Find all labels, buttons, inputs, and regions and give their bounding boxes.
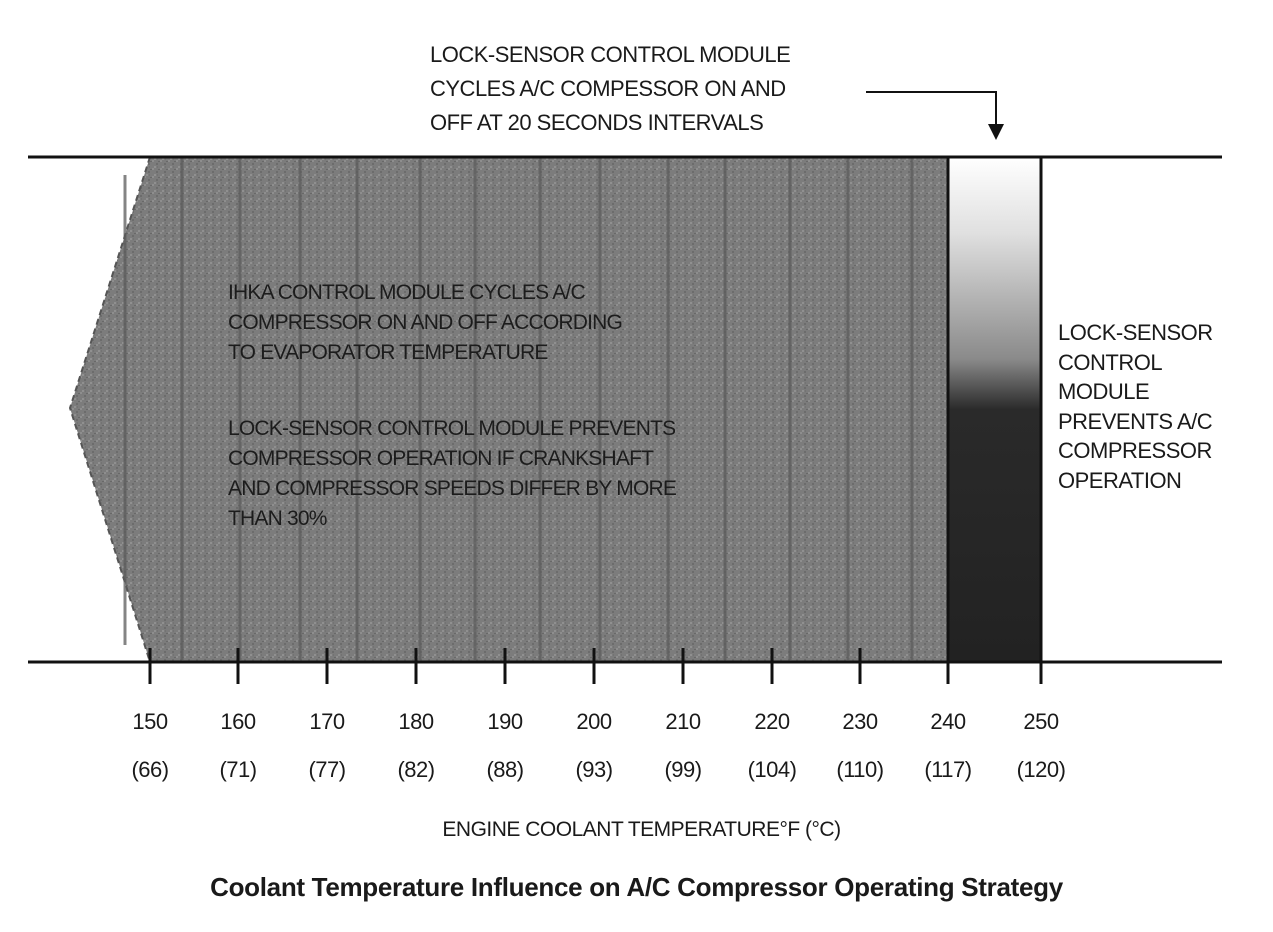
- tick-label-f: 150: [132, 709, 168, 734]
- tick-label-c: (104): [747, 757, 797, 782]
- callout-leader-line: [866, 92, 996, 128]
- tick-label-f: 210: [665, 709, 701, 734]
- tick-label-f: 240: [930, 709, 966, 734]
- callout-arrowhead: [988, 124, 1004, 140]
- tick-label-c: (88): [486, 757, 524, 782]
- side-note-line: CONTROL: [1058, 349, 1163, 375]
- compressor-cycling-region: [70, 157, 948, 662]
- region-text-line: THAN 30%: [228, 507, 327, 530]
- region-text-line: IHKA CONTROL MODULE CYCLES A/C: [228, 281, 585, 304]
- tick-label-c: (66): [131, 757, 169, 782]
- ihka-cycling-text: [228, 278, 828, 368]
- lock-sensor-prevent-text: [228, 414, 828, 534]
- side-note-line: OPERATION: [1058, 467, 1182, 493]
- tick-label-c: (99): [664, 757, 702, 782]
- region-text-line: COMPRESSOR OPERATION IF CRANKSHAFT: [228, 447, 654, 470]
- tick-label-f: 220: [754, 709, 790, 734]
- tick-label-c: (120): [1016, 757, 1066, 782]
- callout-line: CYCLES A/C COMPESSOR ON AND: [430, 76, 786, 101]
- callout-line: OFF AT 20 SECONDS INTERVALS: [430, 110, 764, 135]
- tick-label-f: 190: [487, 709, 523, 734]
- tick-label-f: 230: [842, 709, 878, 734]
- figure-caption: Coolant Temperature Influence on A/C Compressor Operating Strategy: [210, 872, 1063, 902]
- side-note-line: COMPRESSOR: [1058, 438, 1212, 463]
- side-note-line: LOCK-SENSOR: [1058, 320, 1213, 345]
- tick-label-f: 160: [220, 709, 256, 734]
- tick-label-c: (117): [924, 757, 972, 782]
- tick-label-f: 180: [398, 709, 434, 734]
- tick-label-c: (82): [397, 757, 435, 782]
- region-text-line: AND COMPRESSOR SPEEDS DIFFER BY MORE: [228, 477, 677, 500]
- lock-sensor-cycling-zone: [948, 157, 1041, 662]
- tick-label-f: 170: [309, 709, 345, 734]
- side-note-line: MODULE: [1058, 379, 1150, 404]
- tick-label-f: 200: [576, 709, 612, 734]
- region-text-line: LOCK-SENSOR CONTROL MODULE PREVENTS: [228, 417, 676, 440]
- side-note-line: PREVENTS A/C: [1058, 408, 1213, 434]
- tick-label-f: 250: [1023, 709, 1059, 734]
- lock-sensor-prevents-note: [1058, 318, 1268, 495]
- region-text-line: COMPRESSOR ON AND OFF ACCORDING: [228, 311, 623, 334]
- tick-label-c: (71): [219, 757, 257, 782]
- callout-line: LOCK-SENSOR CONTROL MODULE: [430, 42, 791, 67]
- tick-label-c: (110): [836, 757, 884, 782]
- region-text-line: TO EVAPORATOR TEMPERATURE: [228, 341, 548, 364]
- tick-label-c: (93): [575, 757, 613, 782]
- lock-sensor-cycling-callout: [430, 38, 870, 140]
- axis-title: ENGINE COOLANT TEMPERATURE°F (°C): [442, 818, 841, 841]
- tick-label-c: (77): [308, 757, 346, 782]
